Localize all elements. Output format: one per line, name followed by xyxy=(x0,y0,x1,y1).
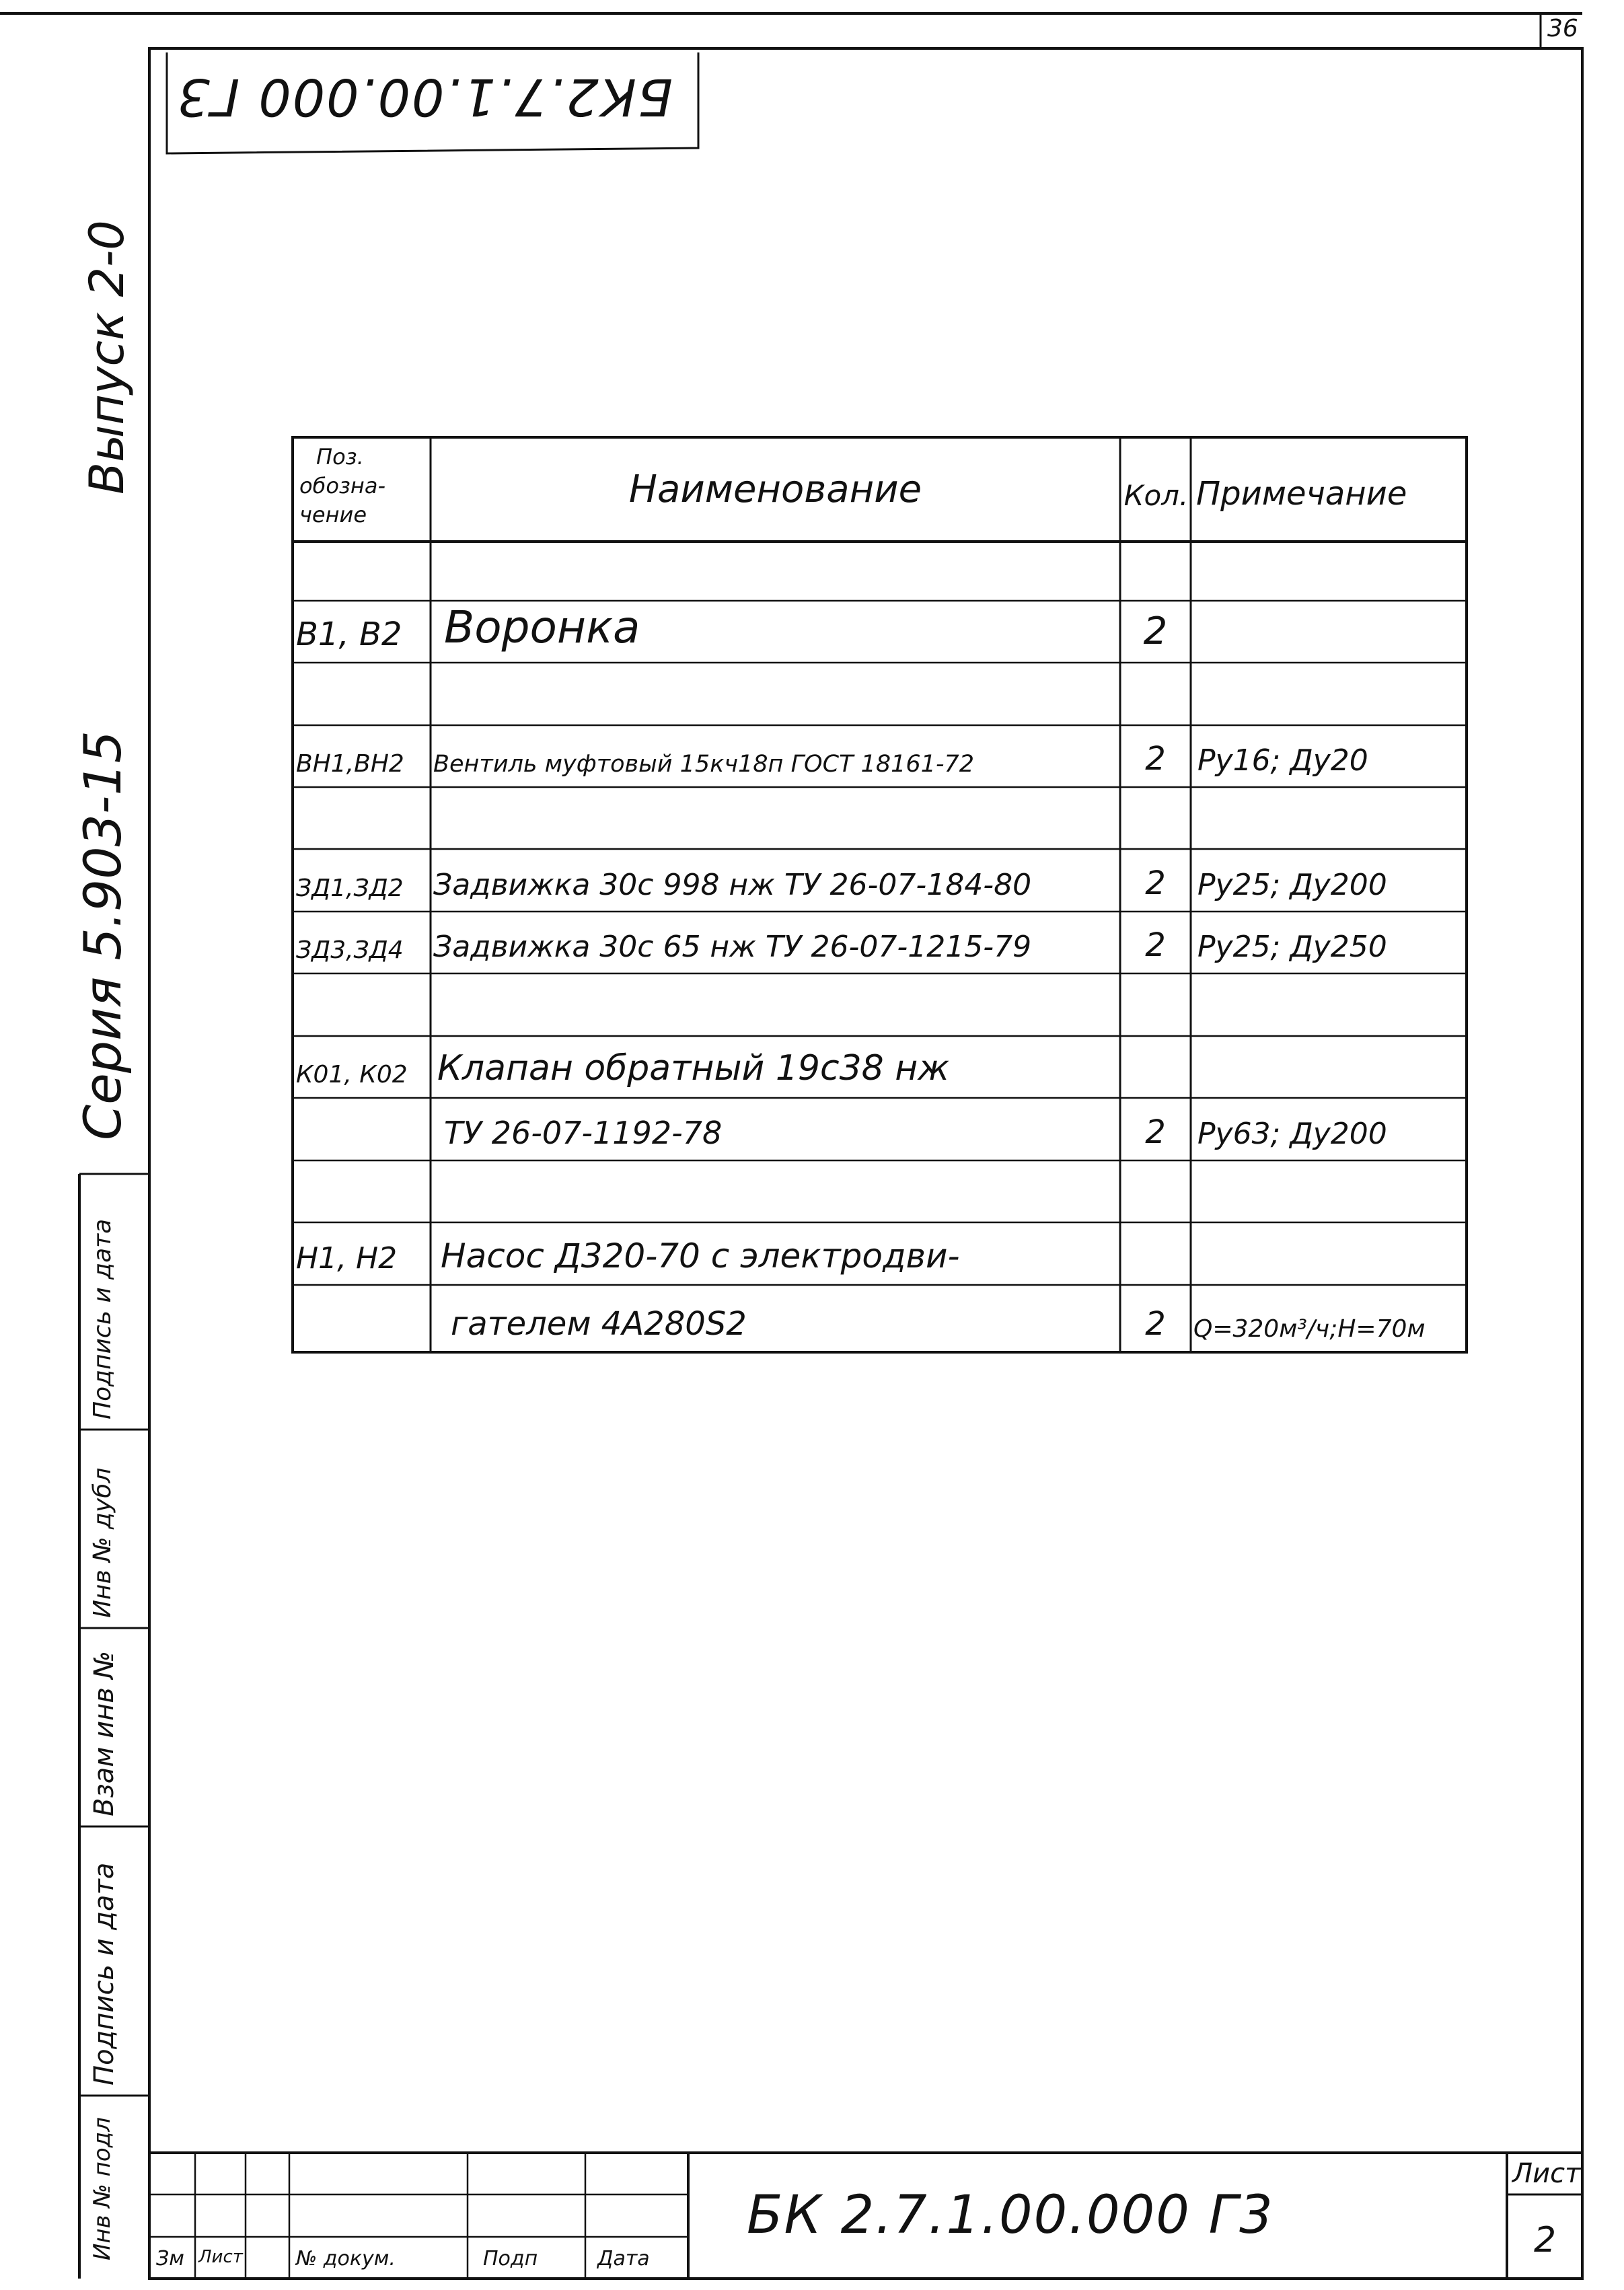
rotated-document-code: БК2.7.1.00.000 Г3 xyxy=(176,67,673,127)
sheet-corner-number: 36 xyxy=(1547,15,1578,42)
row-note: Ру25; Ду250 xyxy=(1197,930,1387,964)
header-note: Примечание xyxy=(1196,475,1407,513)
stamp-field-sign-date-2: Подпись и дата xyxy=(89,1218,116,1419)
row-pos: ЗД1,ЗД2 xyxy=(296,875,404,902)
title-doc-header: № докум. xyxy=(296,2247,396,2270)
header-pos-line2: обозна- xyxy=(299,473,385,498)
stamp-field-inv-podl: Инв № подл xyxy=(89,2117,116,2260)
issue-label: Выпуск 2-0 xyxy=(79,220,135,494)
header-qty: Кол. xyxy=(1123,479,1189,512)
row-name: Воронка xyxy=(444,601,640,653)
row-name: Клапан обратный 19с38 нж xyxy=(437,1048,950,1088)
row-name: Вентиль муфтовый 15кч18п ГОСТ 18161-72 xyxy=(433,751,975,778)
row-note: Q=320м³/ч;Н=70м xyxy=(1193,1315,1426,1343)
row-name: ТУ 26-07-1192-78 xyxy=(444,1115,723,1151)
row-note: Ру63; Ду200 xyxy=(1197,1117,1387,1151)
row-qty: 2 xyxy=(1145,1305,1166,1343)
row-qty: 2 xyxy=(1145,740,1166,778)
row-name: гателем 4А280S2 xyxy=(451,1305,747,1343)
title-sheet-label: Лист xyxy=(1512,2158,1581,2189)
header-pos-line1: Поз. xyxy=(316,444,364,470)
row-pos: ЗД3,ЗД4 xyxy=(296,936,404,964)
title-date-header: Дата xyxy=(597,2247,650,2270)
row-pos: К01, К02 xyxy=(296,1061,408,1088)
row-pos: ВН1,ВН2 xyxy=(296,750,404,778)
row-pos: Н1, Н2 xyxy=(296,1241,398,1276)
row-pos: В1, В2 xyxy=(296,616,402,653)
title-document-code: БК 2.7.1.00.000 Г3 xyxy=(747,2185,1274,2246)
title-sheet-number: 2 xyxy=(1534,2220,1557,2260)
row-name: Задвижка 30с 65 нж ТУ 26-07-1215-79 xyxy=(433,930,1032,964)
header-name: Наименование xyxy=(628,468,922,511)
stamp-field-sign-date-1: Подпись и дата xyxy=(89,1862,120,2085)
title-izm-header: Зм xyxy=(156,2247,184,2270)
row-note: Ру25; Ду200 xyxy=(1197,868,1387,902)
row-qty: 2 xyxy=(1145,864,1166,902)
stamp-field-vzam-inv: Взам инв № xyxy=(89,1650,120,1816)
row-note: Ру16; Ду20 xyxy=(1197,743,1368,778)
series-label: Серия 5.903-15 xyxy=(73,730,133,1140)
row-qty: 2 xyxy=(1143,610,1168,653)
row-qty: 2 xyxy=(1145,926,1166,964)
title-list-header: Лист xyxy=(198,2247,243,2267)
row-name: Задвижка 30с 998 нж ТУ 26-07-184-80 xyxy=(433,868,1032,902)
title-sign-header: Подп xyxy=(483,2247,538,2270)
stamp-field-inv-dubl: Инв № дубл xyxy=(89,1467,116,1618)
row-qty: 2 xyxy=(1145,1113,1166,1151)
header-pos-line3: чение xyxy=(299,502,367,527)
row-name: Насос Д320-70 с электродви- xyxy=(441,1236,960,1276)
